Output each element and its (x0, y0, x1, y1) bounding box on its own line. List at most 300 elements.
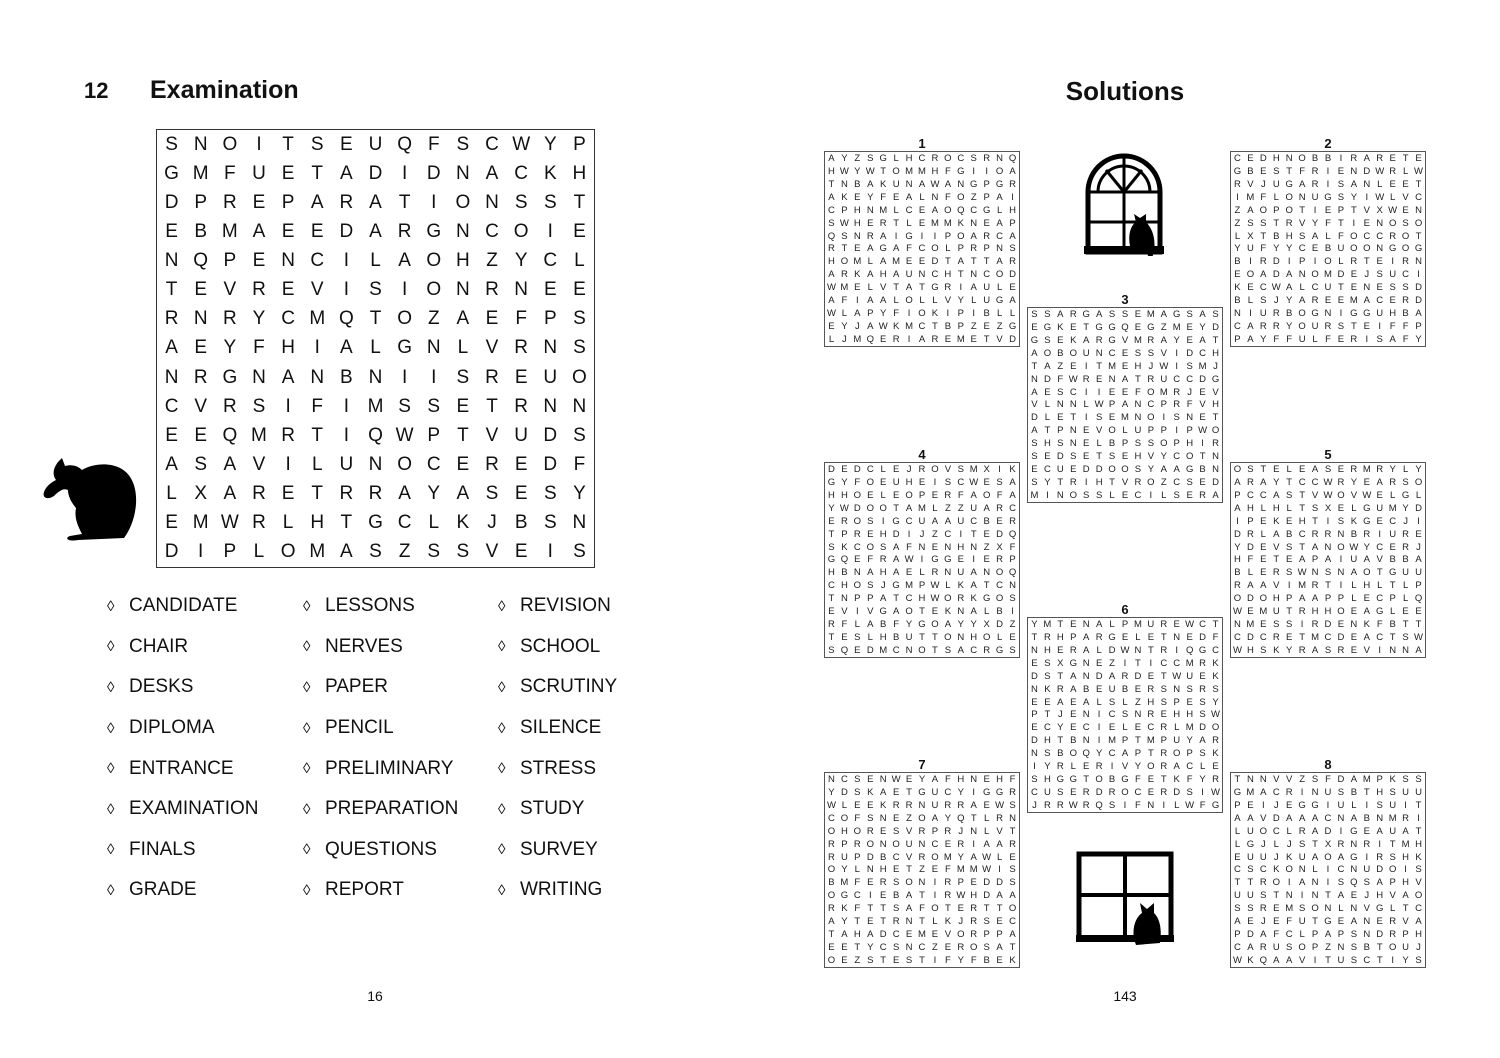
solution-letter: R (1199, 657, 1207, 669)
solution-letter: R (957, 593, 965, 605)
solution-letter: E (1147, 774, 1155, 786)
solution-letter: I (907, 334, 911, 346)
solution-letter: R (1234, 580, 1241, 592)
solution-letter: C (944, 528, 952, 540)
solution-letter: Z (932, 942, 938, 954)
solution-letter: H (879, 632, 887, 644)
solution-letter: G (1056, 774, 1065, 786)
solution-letter: S (944, 645, 952, 657)
solution-letter: Y (1286, 243, 1293, 255)
grid-letter: D (164, 541, 179, 563)
solution-letter: N (970, 825, 978, 837)
solution-letter: R (1173, 386, 1181, 398)
solution-letter: T (983, 256, 990, 268)
solution-letter: S (1070, 451, 1077, 463)
solution-letter: M (1362, 773, 1371, 785)
solution-letter: M (1298, 580, 1307, 592)
solution-letter: R (1298, 825, 1306, 837)
solution-letter: F (944, 191, 951, 203)
solution-letter: O (995, 165, 1004, 177)
solution-letter: J (958, 916, 964, 928)
solution-letter: N (1134, 399, 1142, 411)
solution-letter: E (828, 606, 835, 618)
solution-letter: E (1070, 787, 1077, 799)
solution-letter: L (1390, 606, 1396, 618)
solution-letter: L (1174, 800, 1180, 812)
solution-letter: L (1338, 903, 1344, 915)
solution-letter: S (1415, 773, 1422, 785)
solution-letter: R (1160, 748, 1168, 760)
solution-letter: C (1376, 632, 1384, 644)
solution-letter: O (1121, 787, 1129, 799)
solution-letter: P (1147, 425, 1155, 437)
solution-letter: Q (957, 812, 965, 824)
solution-letter: T (932, 321, 938, 333)
solution-letter: I (920, 230, 924, 242)
solution-letter: I (1339, 152, 1343, 164)
solution-letter: R (1337, 838, 1345, 850)
solution-letter: M (905, 321, 914, 333)
solution-letter: C (1272, 786, 1280, 798)
solution-letter: O (1311, 269, 1319, 281)
solution-letter: R (1337, 476, 1345, 488)
solution-letter: N (1246, 773, 1254, 785)
solution-letter: C (1199, 618, 1207, 630)
solution-letter: A (1337, 890, 1345, 902)
solution-letter: G (892, 515, 900, 527)
solution-letter: E (1186, 490, 1193, 502)
solution-letter: H (1173, 709, 1181, 721)
solution-letter: N (1311, 877, 1319, 889)
word-label: SURVEY (520, 838, 598, 860)
solution-letter: R (1121, 670, 1129, 682)
solution-letter: C (1173, 477, 1181, 489)
solution-letter: A (1247, 321, 1254, 333)
solution-letter: A (892, 606, 900, 618)
diamond-bullet-icon: ◊ (303, 800, 311, 818)
grid-letter: E (456, 395, 470, 417)
grid-letter: S (573, 541, 586, 563)
solution-letter: E (1186, 696, 1193, 708)
solution-letter: V (1121, 761, 1129, 773)
grid-letter: Y (223, 337, 237, 359)
solution-letter: A (1260, 786, 1267, 798)
grid-letter: P (223, 250, 237, 272)
solution-letter: S (1009, 593, 1016, 605)
solution-6 (1027, 602, 1223, 813)
solution-letter: O (1069, 347, 1077, 359)
solution-letter: A (1324, 554, 1332, 566)
solution-letter: N (1082, 618, 1090, 630)
solution-letter: O (1324, 851, 1332, 863)
solution-letter: E (1031, 657, 1038, 669)
grid-letter: T (165, 279, 178, 301)
solution-letter: A (867, 243, 874, 255)
solution-letter: C (1298, 476, 1306, 488)
solution-letter: T (932, 632, 938, 644)
solution-letter: T (1031, 360, 1038, 372)
solution-letter: A (996, 942, 1003, 954)
solution-letter: P (1121, 438, 1129, 450)
solution-letter: T (1273, 890, 1280, 902)
grid-letter: S (573, 308, 586, 330)
solution-letter: T (1299, 204, 1306, 216)
solution-letter: R (905, 799, 913, 811)
solution-letter: S (1186, 787, 1193, 799)
solution-letter: I (1417, 269, 1420, 281)
solution-letter: U (1298, 916, 1306, 928)
grid-letter: I (401, 366, 408, 388)
solution-letter: E (957, 903, 964, 915)
solution-letter: R (1234, 178, 1241, 190)
solution-letter: G (970, 178, 978, 190)
solution-letter: T (1057, 735, 1064, 747)
grid-letter: A (281, 366, 295, 388)
solution-letter: E (957, 554, 964, 566)
word-list-item (107, 789, 259, 830)
solution-letter: L (919, 567, 925, 579)
solution-letter: N (1298, 269, 1306, 281)
solution-letter: E (931, 864, 939, 876)
solution-letter: E (1121, 347, 1129, 359)
solution-letter: X (996, 541, 1003, 553)
solution-letter: E (1260, 554, 1267, 566)
solution-letter: U (1082, 347, 1090, 359)
solution-letter: Z (1325, 942, 1331, 954)
solution-letter: P (983, 243, 990, 255)
grid-letter: N (193, 133, 208, 155)
grid-letter: S (194, 454, 208, 476)
solution-letter: Y (1273, 243, 1280, 255)
solution-letter: T (1299, 489, 1306, 501)
solution-letter: E (1057, 334, 1064, 346)
solution-letter: L (854, 864, 860, 876)
solution-letter: D (1009, 269, 1016, 281)
solution-letter: U (1350, 554, 1358, 566)
grid-letter: T (398, 191, 411, 213)
solution-letter: M (1246, 786, 1255, 798)
solution-letter: D (1082, 464, 1090, 476)
solution-letter: E (1147, 631, 1155, 643)
grid-letter: I (547, 220, 553, 242)
solution-letter: A (1031, 347, 1038, 359)
solution-letter: U (1234, 890, 1241, 902)
solution-letter: R (1160, 722, 1168, 734)
solution-letter: O (1121, 464, 1129, 476)
solution-2 (1230, 136, 1426, 347)
solution-letter: N (1337, 567, 1345, 579)
solution-1 (824, 136, 1020, 347)
solution-letter: K (880, 178, 887, 190)
solution-letter: G (995, 786, 1004, 798)
solution-letter: F (1186, 399, 1193, 411)
solution-letter: E (1070, 464, 1077, 476)
solution-letter: E (854, 282, 861, 294)
grid-letter: E (165, 424, 178, 446)
solution-letter: X (1247, 230, 1254, 242)
solution-letter: A (931, 812, 939, 824)
solution-letter: E (1083, 451, 1090, 463)
solution-letter: G (1108, 631, 1116, 643)
solution-letter: F (1009, 773, 1016, 785)
solution-letter: G (879, 243, 887, 255)
solution-letter: F (1273, 929, 1280, 941)
solution-letter: H (931, 165, 939, 177)
solution-letter: F (893, 619, 900, 631)
solution-letter: R (1056, 800, 1064, 812)
solution-letter: S (867, 152, 874, 164)
solution-letter: V (867, 606, 874, 618)
solution-letter: I (1300, 786, 1304, 798)
solution-letter: S (854, 773, 861, 785)
solution-letter: S (1402, 476, 1409, 488)
word-list-item (303, 789, 458, 830)
grid-letter: Z (427, 308, 440, 330)
solution-letter: Y (1273, 476, 1280, 488)
solution-letter: E (1031, 722, 1038, 734)
solution-letter: S (1337, 191, 1345, 203)
solution-letter: L (1174, 722, 1180, 734)
solution-letter: B (983, 308, 990, 320)
solution-letter: U (983, 295, 991, 307)
solution-letter: T (1044, 425, 1051, 437)
solution-letter: S (841, 230, 848, 242)
grid-letter: R (222, 191, 237, 213)
solution-letter: A (983, 502, 990, 514)
word-list-item (498, 667, 617, 708)
solution-letter: S (1147, 438, 1155, 450)
solution-letter: R (970, 243, 978, 255)
solution-letter: D (1246, 929, 1254, 941)
solution-letter: S (1057, 386, 1064, 398)
solution-letter: A (970, 230, 977, 242)
solution-letter: G (1376, 903, 1384, 915)
solution-letter: F (854, 812, 861, 824)
grid-letter: C (310, 250, 325, 272)
solution-letter: E (1057, 644, 1064, 656)
solution-letter: A (1234, 502, 1241, 514)
solution-letter: C (1324, 632, 1332, 644)
solution-letter: R (1009, 838, 1016, 850)
solution-letter: D (1272, 269, 1280, 281)
solution-letter: X (1324, 502, 1332, 514)
solution-letter: P (1234, 334, 1241, 346)
solution-letter: A (1095, 618, 1103, 630)
solution-letter: E (1009, 282, 1016, 294)
solution-letter: L (1377, 178, 1383, 190)
solution-grid (824, 151, 1020, 347)
solution-letter: M (956, 334, 965, 346)
solution-letter: E (1095, 657, 1103, 669)
solution-letter: U (970, 502, 978, 514)
solution-letter: G (931, 554, 939, 566)
solution-letter: A (1031, 425, 1038, 437)
grid-letter: U (339, 454, 354, 476)
solution-letter: S (1376, 269, 1383, 281)
solution-grid (1230, 151, 1426, 347)
solution-letter: R (1350, 463, 1358, 475)
solution-letter: E (1147, 787, 1155, 799)
solution-letter: H (1389, 308, 1397, 320)
solution-letter: M (1362, 463, 1371, 475)
grid-letter: R (222, 395, 237, 417)
solution-letter: L (996, 308, 1003, 320)
solution-letter: O (866, 838, 874, 850)
solution-letter: T (1299, 632, 1306, 644)
word-label: QUESTIONS (325, 838, 437, 860)
solution-letter: F (1325, 773, 1331, 785)
solution-letter: C (1376, 230, 1384, 242)
solution-letter: C (957, 476, 965, 488)
solution-letter: D (1415, 295, 1422, 307)
solution-letter: V (996, 825, 1003, 837)
solution-letter: Y (867, 191, 874, 203)
solution-letter: J (1416, 541, 1421, 553)
solution-letter: B (1363, 812, 1370, 824)
solution-letter: C (1199, 347, 1207, 359)
solution-letter: A (1083, 631, 1090, 643)
solution-letter: G (827, 476, 836, 488)
solution-letter: C (1082, 722, 1090, 734)
solution-letter: N (1350, 903, 1358, 915)
solution-letter: E (1083, 761, 1090, 773)
solution-letter: E (1134, 683, 1142, 695)
solution-letter: I (1084, 412, 1088, 424)
solution-letter: T (906, 864, 912, 876)
solution-letter: S (828, 645, 835, 657)
solution-letter: E (1402, 178, 1409, 190)
solution-letter: N (1009, 812, 1016, 824)
solution-letter: P (1070, 631, 1077, 643)
solution-letter: O (1069, 748, 1077, 760)
solution-letter: N (1031, 644, 1038, 656)
grid-letter: I (285, 395, 291, 417)
solution-letter: Z (1234, 217, 1241, 229)
solution-letter: R (918, 463, 926, 475)
solution-letter: E (1247, 282, 1254, 294)
solution-letter: E (931, 489, 939, 501)
solution-letter: I (946, 308, 950, 320)
solution-letter: F (867, 554, 874, 566)
solution-letter: F (1338, 230, 1344, 242)
solution-letter: R (1259, 942, 1267, 954)
solution-letter: R (996, 502, 1004, 514)
solution-letter: O (1350, 230, 1358, 242)
solution-letter: R (957, 942, 965, 954)
solution-letter: L (1312, 864, 1318, 876)
solution-letter: Y (828, 786, 835, 798)
solution-letter: E (1199, 670, 1206, 682)
solution-letter: E (983, 528, 990, 540)
solution-letter: O (840, 812, 849, 824)
solution-letter: T (919, 890, 925, 902)
solution-letter: H (828, 567, 835, 579)
solution-letter: R (1389, 476, 1397, 488)
solution-letter: V (1363, 645, 1370, 657)
solution-letter: C (970, 515, 978, 527)
solution-letter: L (932, 502, 938, 514)
diamond-bullet-icon: ◊ (107, 597, 115, 615)
grid-letter: S (543, 483, 557, 505)
solution-letter: E (1121, 360, 1129, 372)
solution-letter: I (1326, 515, 1330, 527)
solution-letter: R (957, 799, 965, 811)
solution-letter: D (1108, 644, 1116, 656)
solution-letter: W (982, 851, 992, 863)
solution-letter: A (1350, 812, 1358, 824)
solution-letter: P (1108, 399, 1116, 411)
solution-letter: Z (1135, 696, 1141, 708)
solution-letter: M (853, 334, 862, 346)
solution-letter: Y (1134, 761, 1142, 773)
solution-letter: E (867, 877, 874, 889)
solution-letter: C (1234, 152, 1241, 164)
diamond-bullet-icon: ◊ (107, 678, 115, 696)
solution-letter: U (1056, 464, 1064, 476)
solution-letter: W (956, 890, 966, 902)
solution-letter: U (918, 515, 926, 527)
solution-letter: W (930, 178, 940, 190)
solution-letter: A (1311, 851, 1319, 863)
solution-letter: A (1273, 489, 1280, 501)
solution-letter: O (827, 955, 836, 967)
solution-letter: F (1286, 334, 1293, 346)
solution-letter: D (1212, 477, 1219, 489)
grid-letter: E (252, 191, 266, 213)
solution-letter: Q (866, 334, 874, 346)
solution-letter: R (1402, 295, 1410, 307)
solution-letter: R (1259, 256, 1267, 268)
solution-letter: I (1097, 709, 1101, 721)
solution-letter: C (828, 580, 835, 592)
solution-letter: Y (880, 308, 887, 320)
solution-letter: L (1402, 165, 1409, 177)
solution-letter: D (853, 463, 861, 475)
solution-letter: Y (957, 851, 964, 863)
square-window-cat-icon (1076, 851, 1174, 947)
solution-letter: A (892, 567, 900, 579)
solution-letter: E (867, 773, 874, 785)
solution-letter: P (1186, 748, 1193, 760)
solution-letter: A (970, 489, 977, 501)
solution-letter: B (983, 515, 990, 527)
solution-letter: U (1324, 282, 1332, 294)
solution-letter: N (996, 152, 1004, 164)
solution-letter: O (1337, 606, 1345, 618)
solution-letter: S (1234, 903, 1241, 915)
solution-letter: A (957, 256, 964, 268)
solution-letter: I (1084, 360, 1088, 372)
solution-letter: L (841, 799, 848, 811)
solution-letter: P (931, 825, 939, 837)
solution-letter: O (995, 269, 1004, 281)
solution-letter: J (1416, 942, 1421, 954)
solution-letter: E (828, 321, 835, 333)
solution-letter: A (1273, 528, 1280, 540)
grid-letter: E (573, 220, 586, 242)
grid-letter: N (456, 220, 470, 242)
solution-letter: Y (1044, 477, 1051, 489)
solution-letter: H (1311, 606, 1319, 618)
solution-letter: A (1311, 230, 1319, 242)
solution-letter: D (1246, 541, 1254, 553)
solution-letter: E (1350, 282, 1358, 294)
solution-letter: S (1199, 709, 1206, 721)
grid-letter: L (428, 512, 440, 534)
solution-letter: I (998, 463, 1001, 475)
solution-letter: E (1337, 502, 1345, 514)
solution-letter: K (1044, 683, 1051, 695)
